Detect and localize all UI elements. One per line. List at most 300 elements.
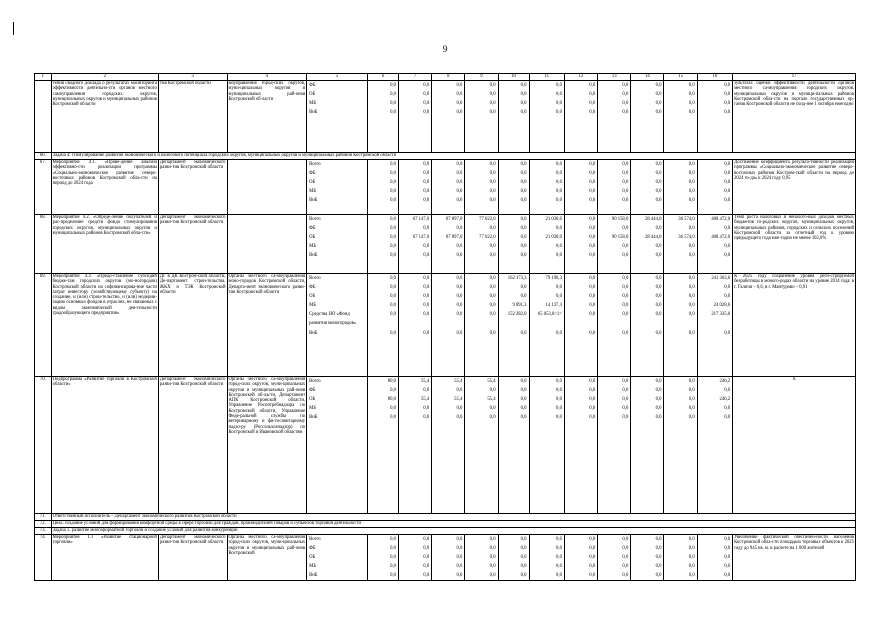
value-cell: 0,0: [589, 189, 596, 195]
value-cell: 0,0: [489, 573, 496, 579]
value-cell: 0,0: [423, 564, 430, 570]
value-cell: 21 030,0: [545, 217, 562, 222]
value-cell: 0,0: [390, 285, 396, 291]
value-cell: 0,0: [589, 379, 596, 384]
funding-source: ФБ: [309, 388, 316, 394]
value-cell: 0,0: [556, 285, 562, 291]
value-column: [432, 160, 465, 215]
value-column: [598, 535, 631, 581]
value-cell: 80,0: [387, 397, 396, 403]
value-cell: 0,0: [520, 285, 527, 291]
value-column: [398, 160, 431, 215]
value-cell: 0,0: [456, 555, 463, 561]
value-cell: 0,0: [520, 573, 527, 579]
value-cell: 0,0: [622, 573, 629, 579]
value-cell: 0,0: [520, 253, 527, 259]
value-cell: 0,0: [423, 162, 430, 167]
value-cell: 0,0: [724, 180, 731, 186]
funding-source: ОБ: [309, 555, 316, 561]
responsible-executor: тия Костромской области: [158, 81, 227, 153]
value-cell: 0,0: [655, 555, 662, 561]
header-cell: 16: [697, 74, 732, 81]
value-cell: 0,0: [688, 110, 695, 116]
value-cell: 0,0: [390, 92, 396, 98]
value-cell: 0,0: [688, 415, 695, 421]
value-column: [564, 160, 597, 215]
value-cell: 0,0: [556, 406, 562, 412]
value-cell: 0,0: [688, 92, 695, 98]
funding-source: ВнБ: [309, 415, 318, 421]
value-cell: 0,0: [724, 406, 731, 412]
value-column: [465, 377, 498, 514]
value-cell: 90 158,0: [611, 235, 629, 241]
value-column: [564, 274, 597, 377]
value-cell: 0,0: [724, 330, 731, 336]
value-cell: 0,0: [724, 537, 731, 542]
value-cell: 0,0: [489, 294, 496, 300]
value-cell: 0,0: [456, 244, 463, 250]
value-cell: 0,0: [390, 162, 396, 167]
value-cell: 0,0: [622, 406, 629, 412]
value-cell: 0,0: [622, 303, 629, 309]
value-cell: 0,0: [390, 171, 396, 177]
value-cell: 67 147,0: [412, 235, 430, 241]
expected-result: К 2025 году сохранение уровня реги-стрируемой безработицы в моного-родах области на уровне 2014 года: в г. Галичи – 0,6, в г. Мантурово – 0,91: [733, 274, 856, 377]
value-cell: 0,0: [423, 189, 430, 195]
value-cell: 67 147,0: [412, 217, 430, 222]
value-cell: 0,0: [622, 198, 629, 204]
value-cell: 0,0: [622, 285, 629, 291]
value-cell: 0,0: [456, 276, 463, 281]
funding-source: МБ: [309, 189, 317, 195]
header-cell: 5: [307, 74, 368, 81]
value-cell: 0,0: [655, 303, 662, 309]
value-cell: 21 030,0: [545, 235, 562, 241]
value-column: [498, 377, 529, 514]
value-cell: 0,0: [390, 180, 396, 186]
funding-sources: [307, 377, 368, 514]
value-cell: 87 897,0: [445, 235, 463, 241]
value-cell: 0,0: [456, 294, 463, 300]
value-cell: 246,2: [719, 397, 731, 403]
value-cell: 0,0: [688, 171, 695, 177]
funding-source: ОБ: [309, 235, 316, 241]
row-number: 73.: [35, 528, 52, 535]
funding-source: ВнБ: [309, 198, 318, 204]
value-cell: 0,0: [489, 415, 496, 421]
value-cell: 0,0: [622, 415, 629, 421]
value-column: [368, 274, 399, 377]
funding-source: ВнБ: [309, 330, 318, 336]
value-cell: 0,0: [589, 198, 596, 204]
value-cell: 0,0: [423, 244, 430, 250]
value-cell: 0,0: [489, 564, 496, 570]
value-column: [564, 81, 597, 153]
value-cell: 0,0: [556, 564, 562, 570]
value-column: [368, 81, 399, 153]
value-cell: 79 190,3: [545, 276, 562, 281]
measure-row-70: [35, 377, 856, 514]
value-cell: 0,0: [520, 294, 527, 300]
funding-source: ФБ: [309, 226, 316, 232]
funding-source: Всего: [309, 276, 321, 281]
value-cell: 0,0: [724, 388, 731, 394]
value-cell: 0,0: [456, 330, 463, 336]
value-cell: 0,0: [688, 388, 695, 394]
value-column: [631, 274, 664, 377]
value-cell: 0,0: [520, 379, 527, 384]
funding-source: Всего: [309, 379, 321, 384]
value-column: [631, 81, 664, 153]
value-cell: 0,0: [390, 555, 396, 561]
value-cell: 0,0: [655, 537, 662, 542]
value-cell: 0,0: [724, 285, 731, 291]
value-column: [368, 377, 399, 514]
value-cell: 0,0: [556, 171, 562, 177]
section-title: Задача 1. развитие многоформатной торговли и создание условий для развития конкуренции: [51, 528, 855, 535]
value-cell: 0,0: [556, 162, 562, 167]
value-cell: 0,0: [655, 171, 662, 177]
value-cell: 0,0: [489, 312, 496, 318]
value-cell: 0,0: [520, 388, 527, 394]
value-cell: 0,0: [688, 83, 695, 88]
value-cell: 0,0: [724, 244, 731, 250]
measure-row-continued: [35, 81, 856, 153]
measure-name: Мероприятие 4.2. «Опреде-ление получателей и рас-пределение средств фонда стимулирования городских округов, муниципальных округов и муниципальных районов Костромской обла-сти»: [51, 215, 158, 274]
value-cell: 0,0: [456, 285, 463, 291]
value-column: [598, 81, 631, 153]
expected-result: Темп роста налоговых и неналого-вых доходов местных бюджетов го-родских округов, муниципальных округов, муниципальных районов, городских и сельских поселений Костромской области за отчетный год к уровню предыдущего года еже-годно не менее 102,0%: [733, 215, 856, 274]
header-cell: 6: [368, 74, 399, 81]
value-cell: 0,0: [556, 537, 562, 542]
value-cell: 0,0: [556, 555, 562, 561]
value-cell: 0,0: [390, 217, 396, 222]
value-cell: 0,0: [589, 276, 596, 281]
value-cell: 0,0: [622, 312, 629, 318]
value-column: [598, 274, 631, 377]
expected-result: Увеличение фактической обеспечен-ности населения Костромской обла-сти площадью торговых объектов к 2025 году до 945 кв. м. в расчете на 1 000 жителей: [733, 535, 856, 581]
value-cell: 0,0: [655, 312, 662, 318]
value-cell: 0,0: [724, 171, 731, 177]
value-cell: 0,0: [456, 415, 463, 421]
value-cell: 0,0: [489, 83, 496, 88]
row-number: 70.: [35, 377, 52, 514]
value-cell: 0,0: [489, 110, 496, 116]
value-cell: 0,0: [556, 180, 562, 186]
value-cell: 0,0: [724, 198, 731, 204]
value-cell: 0,0: [489, 388, 496, 394]
value-cell: 0,0: [655, 110, 662, 116]
value-cell: 0,0: [688, 379, 695, 384]
value-cell: 0,0: [489, 546, 496, 552]
value-cell: 55,4: [454, 397, 463, 403]
value-cell: 0,0: [390, 294, 396, 300]
value-cell: 0,0: [589, 253, 596, 259]
value-cell: 0,0: [589, 546, 596, 552]
value-cell: 408 472,0: [711, 217, 731, 222]
value-cell: 0,0: [724, 546, 731, 552]
value-cell: 0,0: [520, 101, 527, 107]
value-cell: 0,0: [589, 388, 596, 394]
section-row-71: [35, 514, 856, 521]
value-cell: 0,0: [423, 415, 430, 421]
value-cell: 0,0: [655, 226, 662, 232]
value-column: [697, 274, 732, 377]
value-column: [697, 535, 732, 581]
value-cell: 0,0: [423, 276, 430, 281]
value-cell: 0,0: [489, 303, 496, 309]
value-column: [398, 377, 431, 514]
header-cell: 1: [35, 74, 52, 81]
value-cell: 0,0: [724, 415, 731, 421]
row-number: 67.: [35, 160, 52, 215]
value-cell: 0,0: [423, 101, 430, 107]
value-column: [398, 81, 431, 153]
funding-source: ВнБ: [309, 110, 318, 116]
margin-mark: [13, 22, 14, 35]
row-number: 71.: [35, 514, 52, 521]
value-column: [432, 377, 465, 514]
value-cell: 0,0: [622, 276, 629, 281]
value-cell: 0,0: [622, 226, 629, 232]
value-cell: 0,0: [456, 110, 463, 116]
measure-name: тения сводного доклада о результатах мониторинга эффективности деятельно-сти органов местного самоуправления городских округов, муниципальных округов и муниципальных районов Костромской области: [51, 81, 158, 153]
measure-name: Мероприятие 4.1. «Прове-дение анализа эффективно-сти реализации программы «Социально-экономическое развитие северо-восточных районов Костромской обла-сти на период до 2024 года: [51, 160, 158, 215]
value-cell: 14 137,3: [545, 303, 562, 309]
value-column: [368, 535, 399, 581]
value-cell: 0,0: [520, 415, 527, 421]
value-cell: 0,0: [655, 83, 662, 88]
value-cell: 0,0: [520, 110, 527, 116]
value-column: [664, 160, 697, 215]
value-cell: 0,0: [688, 330, 695, 336]
value-cell: 0,0: [589, 180, 596, 186]
value-column: [664, 535, 697, 581]
co-executors: Органы местного са-моуправления моно-городов Костромской области, Департа-мент экономического разви-тия Костромской области: [227, 274, 307, 377]
measure-row-68: [35, 215, 856, 274]
value-cell: 0,0: [589, 406, 596, 412]
value-cell: 0,0: [556, 101, 562, 107]
value-cell: 0,0: [556, 198, 562, 204]
value-cell: 77 022,0: [479, 235, 496, 241]
measure-name: Мероприятие 4.3. «Предо-ставление субсидий бюдже-там городских округов (мо-ногородов) Костромской области на софинансирова-ние части затрат инвестору (хозяйствующему субъекту) на создание, и (или) строи-тельство, и (или) модерни-зацию основных фондов в отраслях, не связанных с видом экономической дея-тельности градообразующего предприятия»: [51, 274, 158, 377]
value-cell: 0,0: [423, 92, 430, 98]
value-cell: 0,0: [589, 92, 596, 98]
value-column: [664, 377, 697, 514]
value-cell: 0,0: [622, 564, 629, 570]
value-cell: 0,0: [390, 244, 396, 250]
value-cell: 0,0: [688, 397, 695, 403]
value-column: [697, 160, 732, 215]
value-cell: 0,0: [622, 110, 629, 116]
section-row-73: [35, 528, 856, 535]
value-cell: 0,0: [589, 110, 596, 116]
value-cell: 0,0: [688, 564, 695, 570]
value-cell: 0,0: [520, 198, 527, 204]
value-cell: 0,0: [688, 573, 695, 579]
value-cell: 0,0: [423, 285, 430, 291]
value-cell: 0,0: [589, 101, 596, 107]
value-cell: 0,0: [724, 83, 731, 88]
value-cell: 0,0: [456, 92, 463, 98]
value-cell: 0,0: [688, 294, 695, 300]
funding-source: ФБ: [309, 171, 316, 177]
funding-source: Всего: [309, 162, 321, 167]
value-cell: 0,0: [724, 294, 731, 300]
value-cell: 0,0: [390, 330, 396, 336]
value-cell: 0,0: [390, 189, 396, 195]
value-cell: 0,0: [520, 180, 527, 186]
value-cell: 0,0: [622, 180, 629, 186]
funding-source: МБ: [309, 564, 317, 570]
value-cell: 0,0: [688, 162, 695, 167]
responsible-executor: Департамент экономического разви-тия Костромской области: [158, 535, 227, 581]
value-column: [664, 81, 697, 153]
value-cell: 0,0: [390, 415, 396, 421]
program-table: [34, 73, 856, 581]
value-column: [529, 377, 564, 514]
funding-sources: [307, 274, 368, 377]
funding-sources: [307, 160, 368, 215]
value-column: [598, 160, 631, 215]
value-cell: 55,4: [420, 379, 430, 384]
value-column: [631, 535, 664, 581]
row-number: 72.: [35, 521, 52, 528]
value-column: [598, 377, 631, 514]
value-cell: 246,2: [719, 379, 731, 384]
value-column: [432, 274, 465, 377]
value-cell: 0,0: [489, 226, 496, 232]
value-cell: 0,0: [423, 171, 430, 177]
value-column: [529, 274, 564, 377]
funding-source: ВнБ: [309, 253, 318, 259]
funding-sources: [307, 81, 368, 153]
value-cell: 0,0: [589, 303, 596, 309]
value-cell: 0,0: [390, 253, 396, 259]
value-cell: 0,0: [589, 285, 596, 291]
value-cell: 0,0: [655, 546, 662, 552]
value-column: [598, 215, 631, 274]
value-cell: 65 053,0<1>: [537, 312, 562, 318]
value-cell: 0,0: [520, 171, 527, 177]
value-cell: 0,0: [423, 312, 430, 318]
value-cell: 0,0: [556, 415, 562, 421]
value-column: [564, 215, 597, 274]
value-cell: 0,0: [655, 101, 662, 107]
value-cell: 0,0: [655, 330, 662, 336]
value-cell: 0,0: [724, 189, 731, 195]
value-cell: 0,0: [489, 92, 496, 98]
value-cell: 0,0: [520, 537, 527, 542]
value-cell: 0,0: [655, 285, 662, 291]
value-column: [631, 160, 664, 215]
value-column: [529, 160, 564, 215]
value-cell: 28 444,0: [645, 235, 662, 241]
value-cell: 0,0: [589, 217, 596, 222]
value-column: [465, 215, 498, 274]
value-cell: 0,0: [520, 226, 527, 232]
value-cell: 0,0: [589, 294, 596, 300]
value-cell: 0,0: [724, 162, 731, 167]
value-cell: 0,0: [655, 379, 662, 384]
value-cell: 0,0: [390, 546, 396, 552]
measure-row-74: [35, 535, 856, 581]
value-column: [564, 535, 597, 581]
value-cell: 0,0: [622, 162, 629, 167]
value-cell: 0,0: [489, 162, 496, 167]
value-cell: 0,0: [456, 162, 463, 167]
value-cell: 0,0: [489, 555, 496, 561]
value-cell: 0,0: [390, 406, 396, 412]
value-cell: 0,0: [724, 110, 731, 116]
value-cell: 0,0: [520, 330, 527, 336]
value-cell: 0,0: [688, 244, 695, 250]
value-cell: 0,0: [489, 171, 496, 177]
value-cell: 152 282,0: [507, 312, 527, 318]
measure-name: Подпрограмма «Развитие торговли в Костромской области»: [51, 377, 158, 514]
value-cell: 0,0: [688, 546, 695, 552]
value-cell: 0,0: [556, 244, 562, 250]
value-column: [529, 81, 564, 153]
value-cell: 80,0: [387, 379, 396, 384]
value-cell: 0,0: [520, 546, 527, 552]
value-cell: 0,0: [556, 388, 562, 394]
value-cell: 0,0: [589, 573, 596, 579]
value-cell: 0,0: [556, 573, 562, 579]
funding-source: ФБ: [309, 546, 316, 552]
value-cell: 0,0: [688, 276, 695, 281]
value-cell: 0,0: [655, 276, 662, 281]
value-cell: 217 335,0: [711, 312, 731, 318]
value-cell: 0,0: [655, 564, 662, 570]
value-cell: 0,0: [655, 189, 662, 195]
value-cell: 0,0: [724, 226, 731, 232]
value-cell: 0,0: [520, 244, 527, 250]
value-column: [697, 215, 732, 274]
value-cell: 0,0: [456, 226, 463, 232]
value-column: [398, 535, 431, 581]
value-column: [368, 215, 399, 274]
value-cell: 0,0: [489, 253, 496, 259]
value-cell: 0,0: [456, 303, 463, 309]
value-cell: 0,0: [622, 555, 629, 561]
value-cell: 0,0: [655, 253, 662, 259]
header-cell: 15: [664, 74, 697, 81]
value-cell: 0,0: [456, 388, 463, 394]
value-cell: 0,0: [423, 546, 430, 552]
expected-result: зультатах оценки эффективности деятельности органов местного са-моуправления городских округов, муниципальных округов и муници-пальных районов Костромской обла-сти на портале государственных ор-ганов Костромской области не позд-нее 1 октября ежегодно: [733, 81, 856, 153]
header-cell: 9: [465, 74, 498, 81]
value-cell: 0,0: [390, 83, 396, 88]
value-column: [432, 215, 465, 274]
value-cell: 0,0: [655, 397, 662, 403]
value-column: [631, 215, 664, 274]
row-number: 69.: [35, 274, 52, 377]
value-cell: 0,0: [556, 330, 562, 336]
measure-row-67: [35, 160, 856, 215]
value-cell: 0,0: [390, 564, 396, 570]
value-cell: 0,0: [589, 235, 596, 241]
value-cell: 0,0: [622, 253, 629, 259]
value-cell: 0,0: [423, 330, 430, 336]
funding-source: ФБ: [309, 83, 316, 88]
value-cell: 0,0: [688, 226, 695, 232]
value-cell: 0,0: [622, 101, 629, 107]
value-cell: 0,0: [724, 555, 731, 561]
value-cell: 0,0: [520, 406, 527, 412]
value-cell: 0,0: [423, 180, 430, 186]
value-cell: 0,0: [589, 330, 596, 336]
